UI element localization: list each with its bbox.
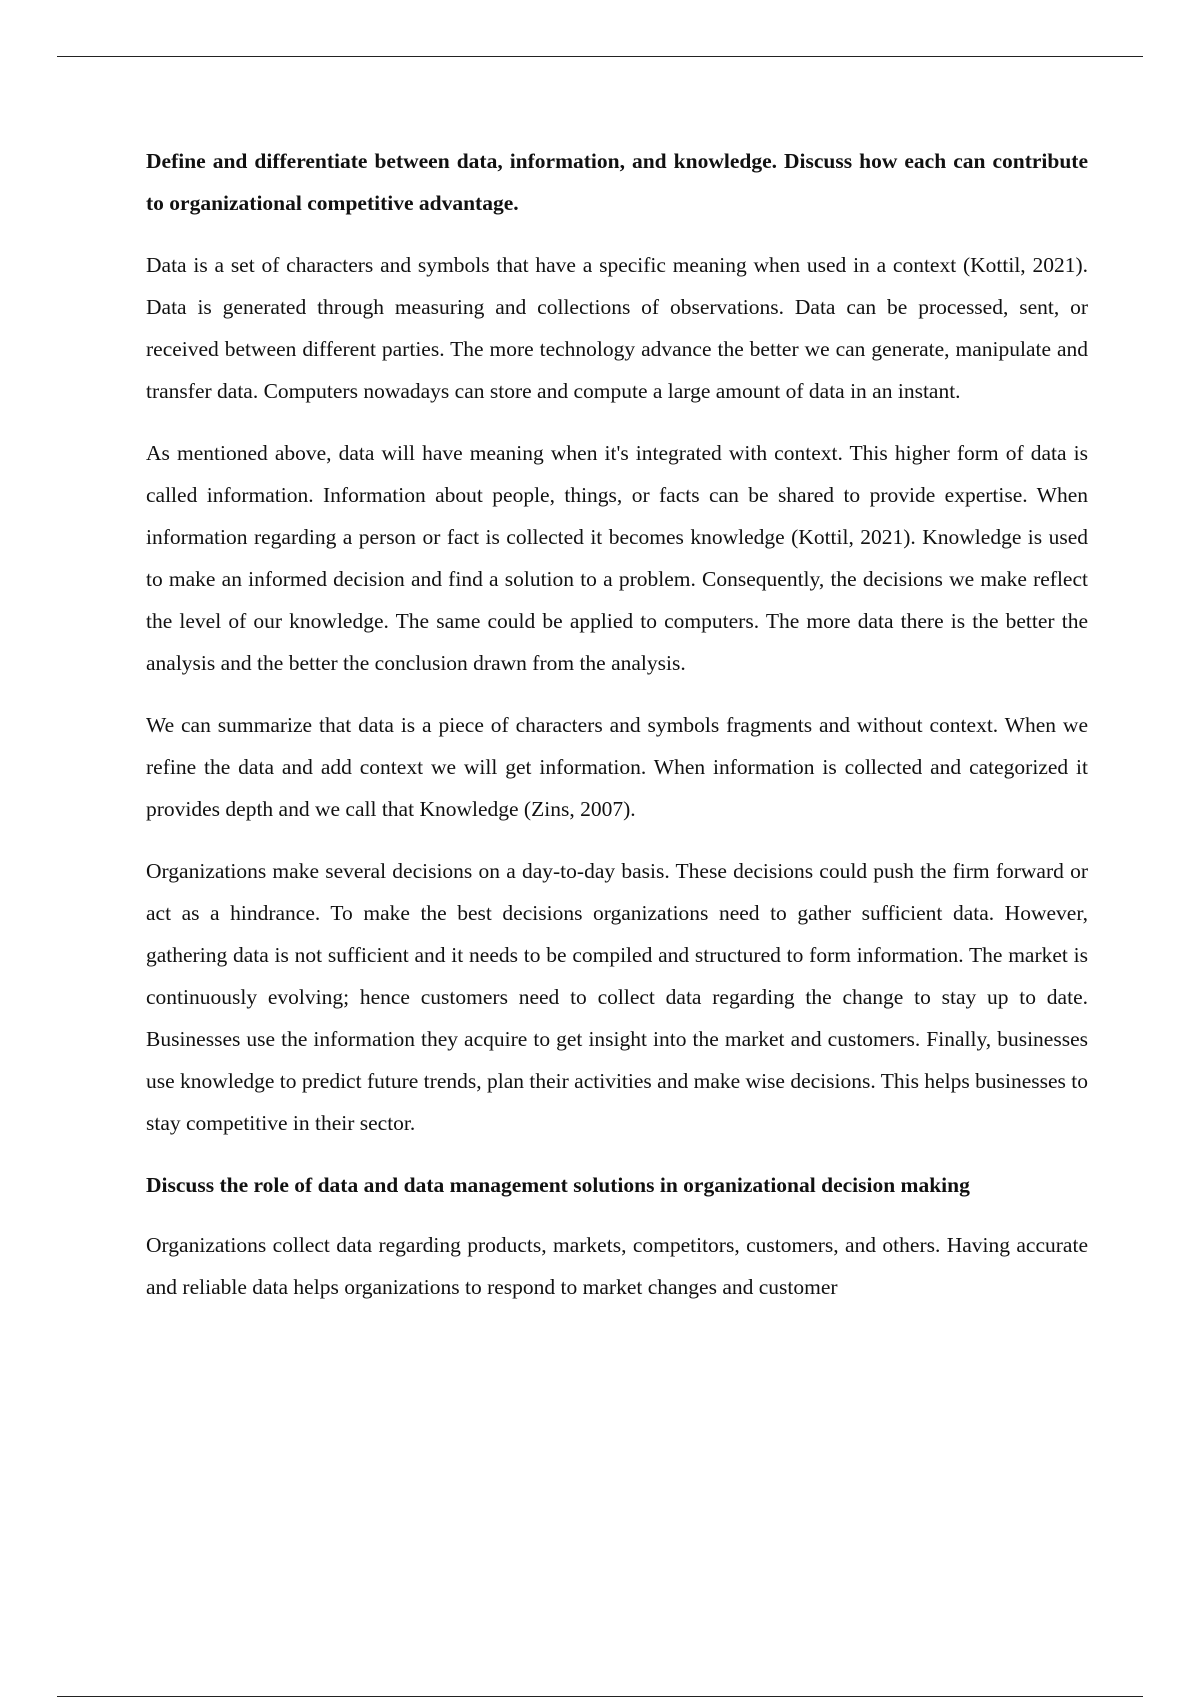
paragraph-organizational-decisions: Organizations make several decisions on a day-to-day basis. These decisions could push the firm forward or act as a hindrance. To make the best decisions organizations need to gather sufficient data. However, gathering data is not sufficient and it needs to be compiled and structured to form information. The market is continuously evolving; hence customers need to collect data regarding the change to stay up to date. Businesses use the information they acquire to get insight into the market and customers. Finally, businesses use knowledge to predict future trends, plan their activities and make wise decisions. This helps businesses to stay competitive in their sector. [146, 859, 1088, 1135]
section-heading-data-management: Discuss the role of data and data management solutions in organizational decision making [146, 1173, 970, 1197]
paragraph-data-collection: Organizations collect data regarding products, markets, competitors, customers, and others. Having accurate and reliable data helps organizations to respond to market changes and customer [146, 1233, 1088, 1299]
document-body [146, 140, 1088, 1328]
paragraph-information-knowledge: As mentioned above, data will have meaning when it's integrated with context. This higher form of data is called information. Information about people, things, or facts can be shared to provide expertise. When information regarding a person or fact is collected it becomes knowledge (Kottil, 2021). Knowledge is used to make an informed decision and find a solution to a problem. Consequently, the decisions we make reflect the level of our knowledge. The same could be applied to computers. The more data there is the better the analysis and the better the conclusion drawn from the analysis. [146, 441, 1088, 675]
header-rule [57, 56, 1143, 57]
paragraph-summary: We can summarize that data is a piece of characters and symbols fragments and without context. When we refine the data and add context we will get information. When information is collected and categorized it provides depth and we call that Knowledge (Zins, 2007). [146, 713, 1088, 821]
paragraph-data-definition: Data is a set of characters and symbols that have a specific meaning when used in a context (Kottil, 2021). Data is generated through measuring and collections of observations. Data can be processed, sent, or received between different parties. The more technology advance the better we can generate, manipulate and transfer data. Computers nowadays can store and compute a large amount of data in an instant. [146, 253, 1088, 403]
section-heading-data-information-knowledge: Define and differentiate between data, information, and knowledge. Discuss how each can contribute to organizational competitive advantage. [146, 149, 1088, 215]
footer-rule [57, 1696, 1143, 1697]
